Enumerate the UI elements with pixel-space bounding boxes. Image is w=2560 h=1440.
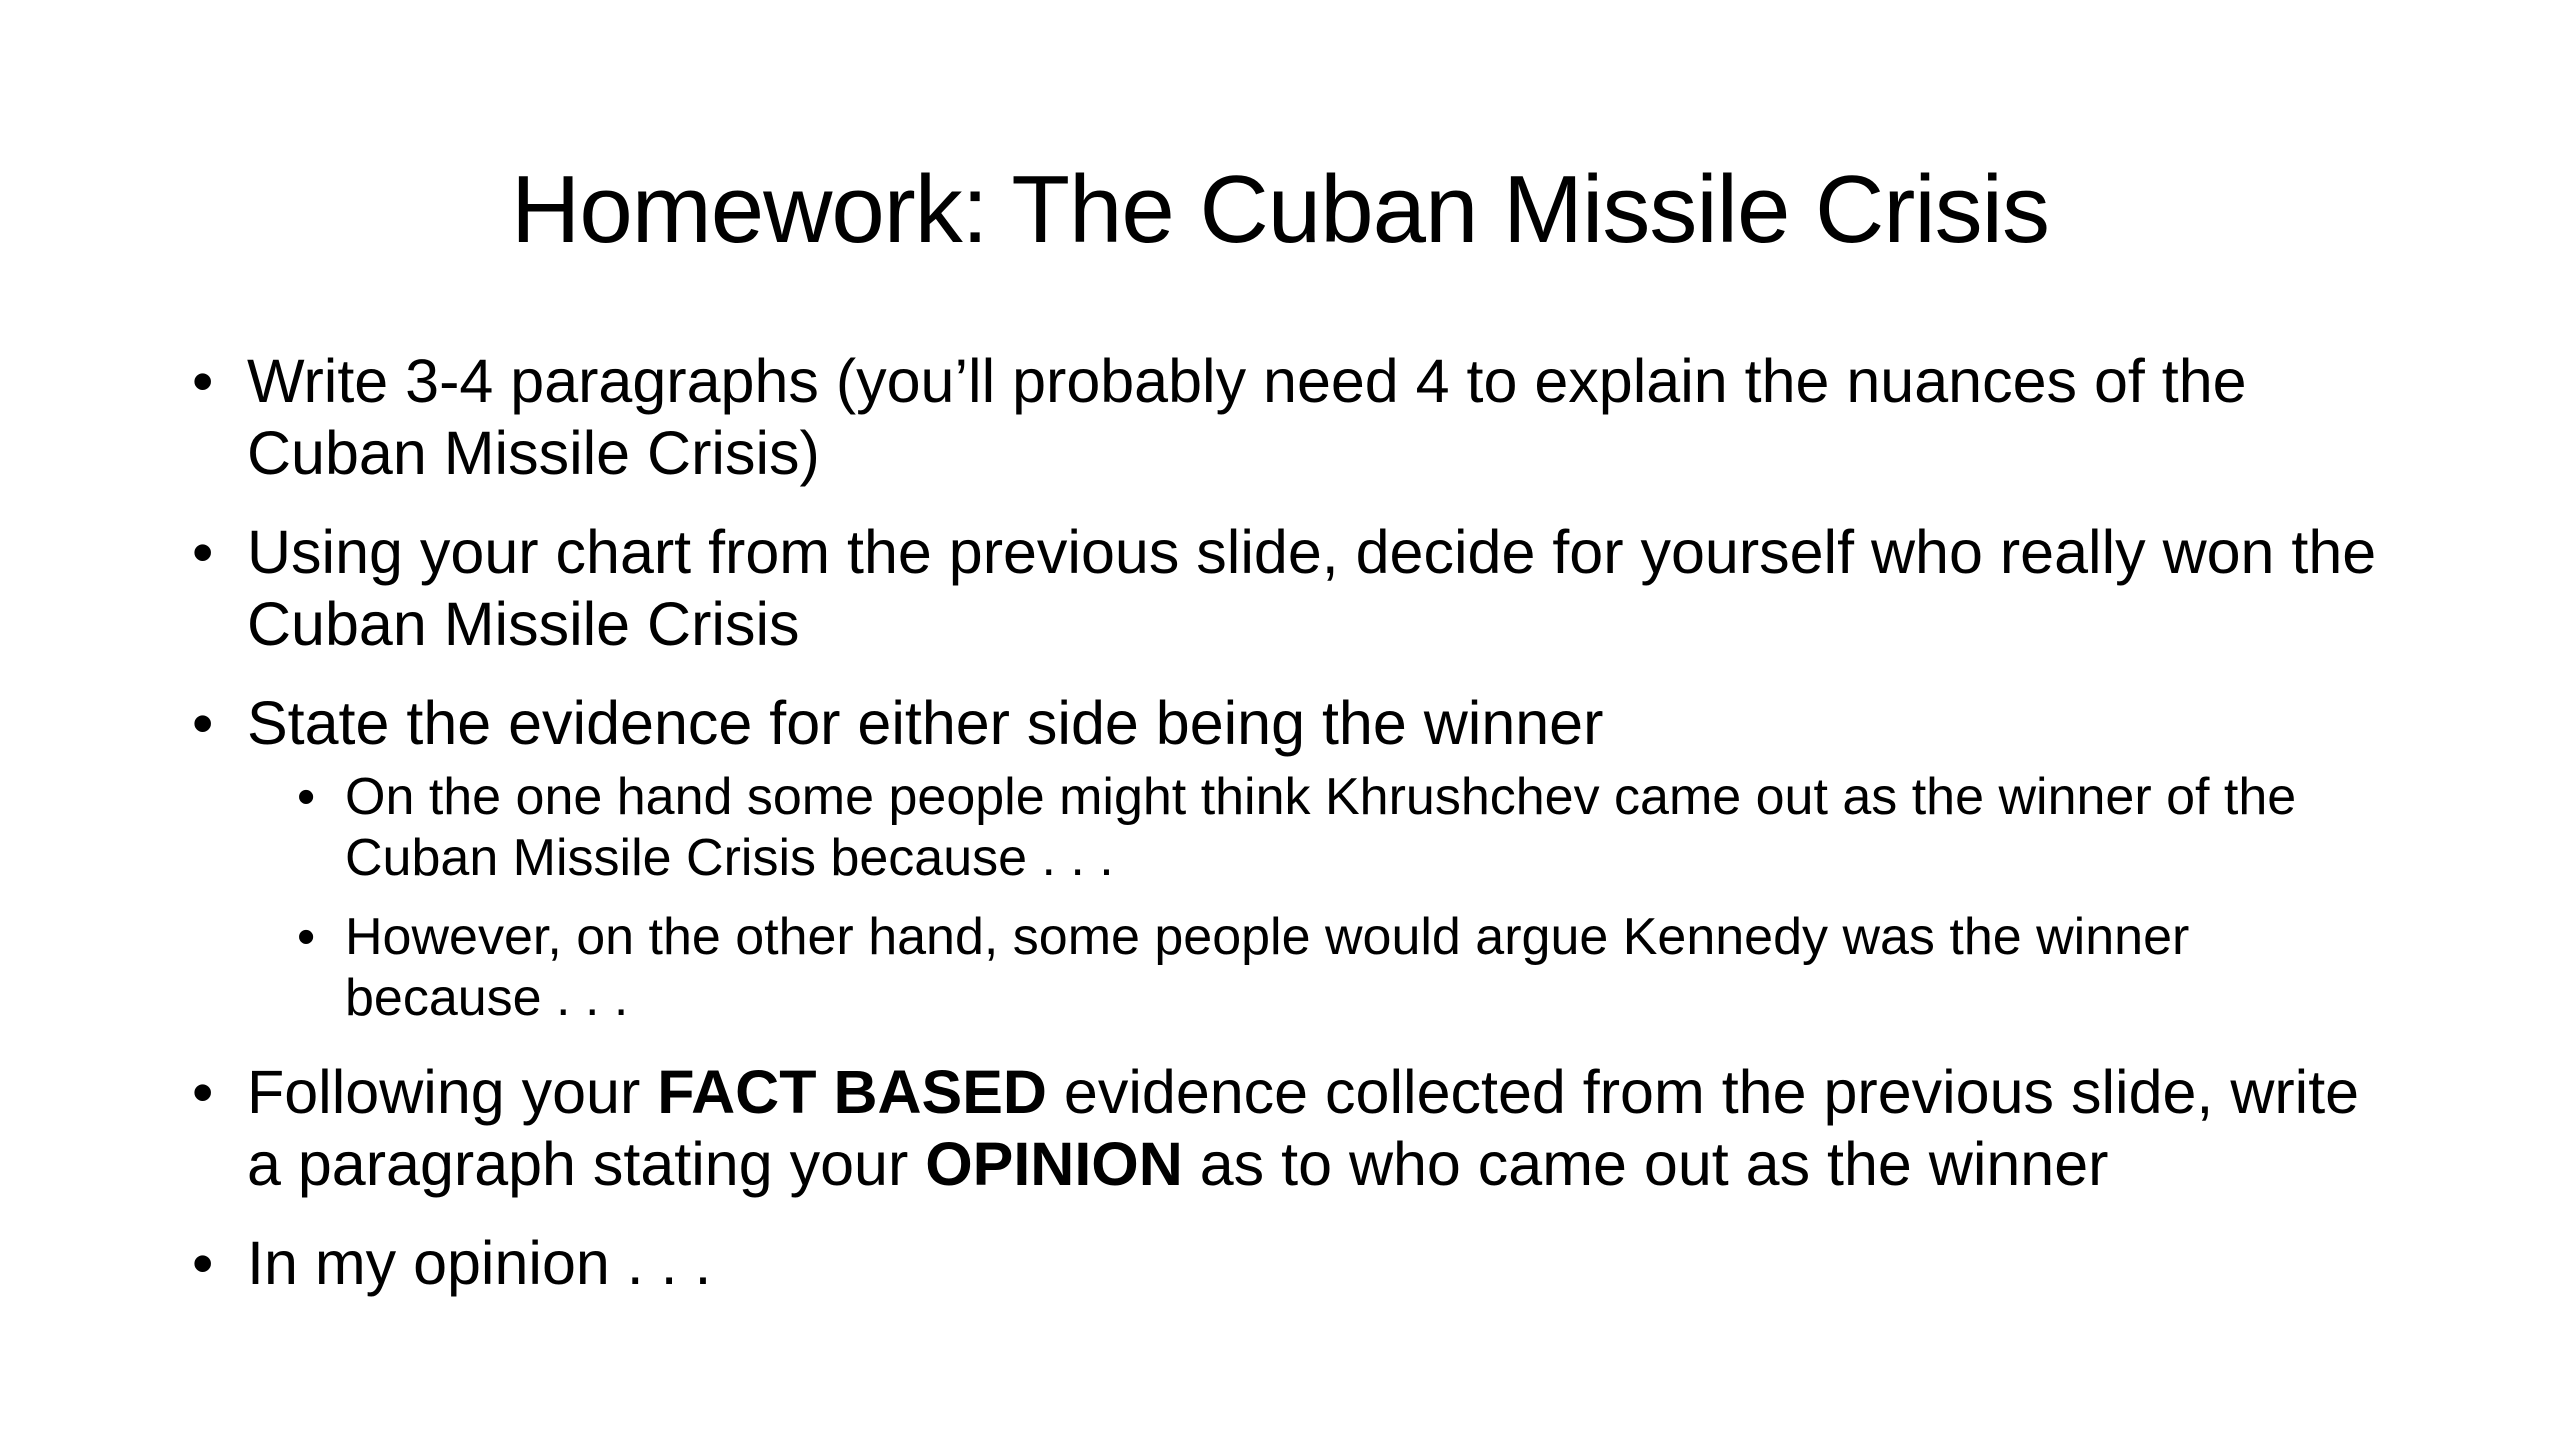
sub-bullet-item (247, 767, 2390, 889)
sub-bullet-list (247, 767, 2390, 1029)
bullet-item (190, 687, 2390, 1029)
bullet-text: State the evidence for either side being the winner (247, 689, 1604, 757)
bullet-text: In my opinion . . . (247, 1229, 712, 1297)
slide-title: Homework: The Cuban Missile Crisis (511, 156, 2049, 263)
text-run: evidence collected from the previous slide, write a paragraph stating your (247, 1058, 2360, 1198)
bullet-item (190, 1056, 2390, 1200)
sub-bullet-marker: • (297, 908, 316, 966)
bullet-text (247, 1058, 2359, 1198)
sub-bullet-marker: • (297, 768, 316, 826)
bullet-list (190, 345, 2390, 1299)
bullet-marker: • (192, 1229, 214, 1297)
bullet-marker: • (192, 518, 214, 586)
bold-text-fact-based: FACT BASED (657, 1058, 1047, 1126)
bold-text-opinion: OPINION (925, 1130, 1183, 1198)
bullet-marker: • (192, 347, 214, 415)
text-run: Following your (247, 1058, 658, 1126)
bullet-item (190, 516, 2390, 660)
sub-bullet-text: However, on the other hand, some people would argue Kennedy was the winner because . . . (345, 908, 2190, 1027)
text-run: as to who came out as the winner (1182, 1130, 2109, 1198)
bullet-marker: • (192, 689, 214, 757)
slide-content (190, 345, 2390, 1326)
bullet-marker: • (192, 1058, 214, 1126)
bullet-item (190, 1227, 2390, 1299)
bullet-text: Write 3-4 paragraphs (you’ll probably need 4 to explain the nuances of the Cuban Missile Crisis) (247, 347, 2247, 487)
sub-bullet-item (247, 907, 2390, 1029)
bullet-text: Using your chart from the previous slide, decide for yourself who really won the Cuban Missile Crisis (247, 518, 2377, 658)
bullet-item (190, 345, 2390, 489)
sub-bullet-text: On the one hand some people might think Khrushchev came out as the winner of the Cuban Missile Crisis because . . . (345, 768, 2297, 887)
